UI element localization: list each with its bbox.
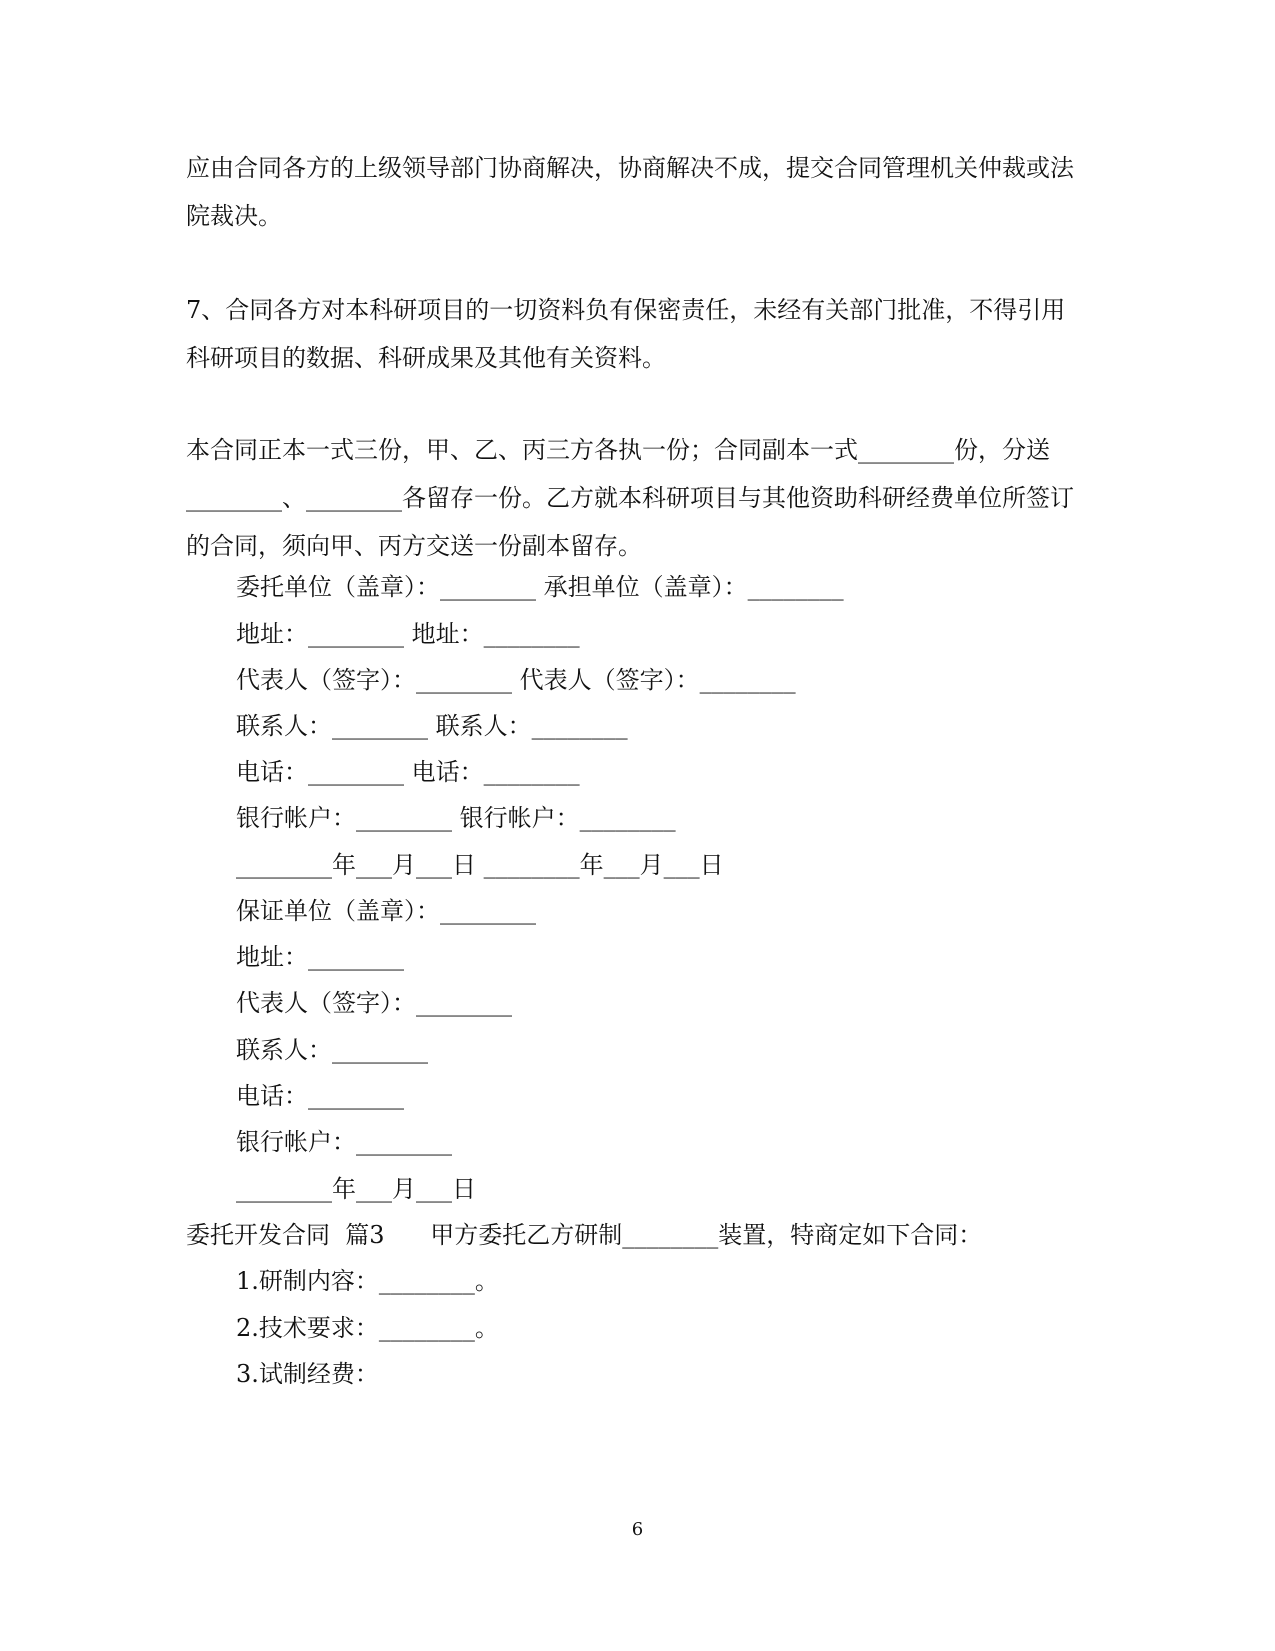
list-item: 3.试制经费： xyxy=(236,1360,379,1388)
sig-line-guarantor-unit: 保证单位（盖章）：________ xyxy=(236,897,536,925)
sig-line-guarantor-address: 地址：________ xyxy=(236,943,404,971)
sig-line-entrusting-unit: 委托单位（盖章）：________ 承担单位（盖章）：________ xyxy=(236,573,844,601)
sig-line-guarantor-representative: 代表人（签字）：________ xyxy=(236,989,512,1017)
sig-line-guarantor-phone: 电话：________ xyxy=(236,1082,404,1110)
sig-line-phone: 电话：________ 电话：________ xyxy=(236,758,580,786)
list-item: 2.技术要求：________。 xyxy=(236,1314,499,1342)
sig-line-guarantor-bank-account: 银行帐户：________ xyxy=(236,1128,452,1156)
sig-line-contact: 联系人：________ 联系人：________ xyxy=(236,712,628,740)
page-number: 6 xyxy=(631,1519,644,1540)
sig-line-guarantor-contact: 联系人：________ xyxy=(236,1036,428,1064)
sig-line-bank-account: 银行帐户：________ 银行帐户：________ xyxy=(236,804,676,832)
paragraph-copies: 本合同正本一式三份，甲、乙、丙三方各执一份；合同副本一式________份，分送________、________各留存一份。乙方就本科研项目与其他资助科研经费单位所签订的合同，须向甲、丙方交送一份副本留存。 xyxy=(186,436,1074,560)
sig-line-guarantor-date: ________年___月___日 xyxy=(236,1175,476,1203)
paragraph-dispute-resolution: 应由合同各方的上级领导部门协商解决，协商解决不成，提交合同管理机关仲裁或法院裁决。 xyxy=(186,154,1074,230)
section-heading: 委托开发合同 篇3 甲方委托乙方研制________装置，特商定如下合同： xyxy=(186,1221,983,1249)
sig-line-address: 地址：________ 地址：________ xyxy=(236,620,580,648)
sig-line-date: ________年___月___日 ________年___月___日 xyxy=(236,851,724,879)
list-item: 1.研制内容：________。 xyxy=(236,1267,499,1295)
paragraph-confidentiality: 7、合同各方对本科研项目的一切资料负有保密责任，未经有关部门批准，不得引用科研项目的数据、科研成果及其他有关资料。 xyxy=(186,296,1066,372)
sig-line-representative: 代表人（签字）：________ 代表人（签字）：________ xyxy=(236,666,796,694)
